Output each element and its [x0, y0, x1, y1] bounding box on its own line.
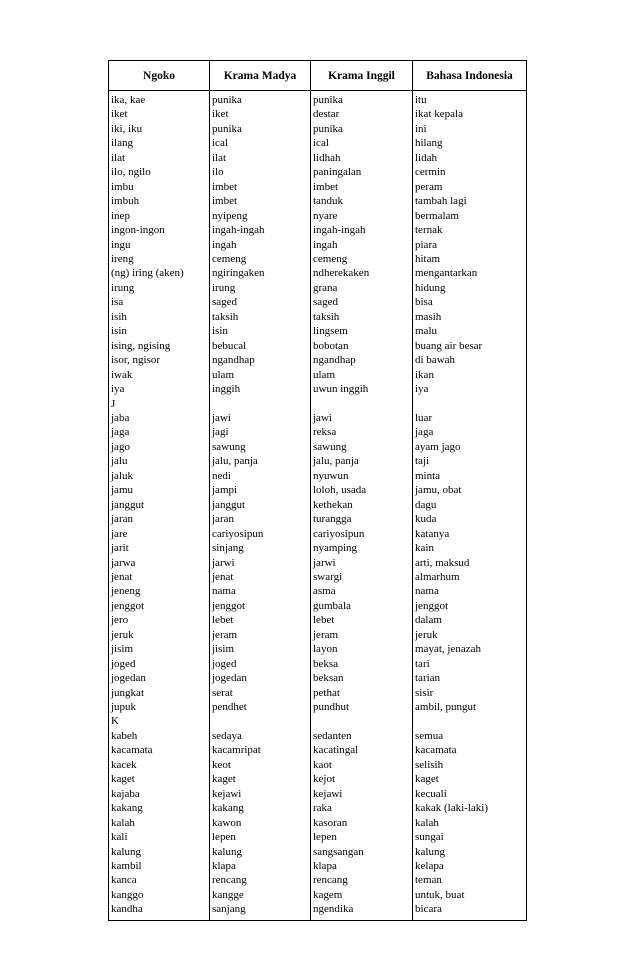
krama-madya-cell: jogedan — [210, 671, 311, 685]
krama-madya-cell: saged — [210, 295, 311, 309]
krama-madya-cell: jawi — [210, 411, 311, 425]
table-row — [109, 454, 527, 468]
bahasa-indonesia-cell: kuda — [413, 512, 527, 526]
ngoko-cell: ilo, ngilo — [109, 165, 210, 179]
ngoko-cell: kabeh — [109, 729, 210, 743]
krama-inggil-cell: reksa — [311, 425, 413, 439]
krama-madya-cell: jeram — [210, 628, 311, 642]
table-row — [109, 541, 527, 555]
ngoko-cell: jamu — [109, 483, 210, 497]
krama-inggil-cell: beksa — [311, 657, 413, 671]
bahasa-indonesia-cell: di bawah — [413, 353, 527, 367]
bahasa-indonesia-cell: kaget — [413, 772, 527, 786]
krama-inggil-cell: kasoran — [311, 816, 413, 830]
krama-inggil-cell — [311, 714, 413, 728]
krama-inggil-cell: lebet — [311, 613, 413, 627]
bahasa-indonesia-cell: ternak — [413, 223, 527, 237]
ngoko-cell: jenggot — [109, 599, 210, 613]
krama-madya-cell: iket — [210, 107, 311, 121]
ngoko-cell: jisim — [109, 642, 210, 656]
table-row — [109, 498, 527, 512]
ngoko-cell: jaba — [109, 411, 210, 425]
table-row — [109, 772, 527, 786]
ngoko-cell: jago — [109, 440, 210, 454]
krama-madya-cell: irung — [210, 281, 311, 295]
ngoko-cell: ingon-ingon — [109, 223, 210, 237]
krama-inggil-cell: lidhah — [311, 151, 413, 165]
krama-inggil-cell: sedanten — [311, 729, 413, 743]
krama-inggil-cell: cemeng — [311, 252, 413, 266]
bahasa-indonesia-cell: selisih — [413, 758, 527, 772]
bahasa-indonesia-cell: malu — [413, 324, 527, 338]
krama-inggil-cell: bobotan — [311, 339, 413, 353]
bahasa-indonesia-cell: ini — [413, 122, 527, 136]
ngoko-cell: jungkat — [109, 686, 210, 700]
krama-inggil-cell: jawi — [311, 411, 413, 425]
krama-inggil-cell: layon — [311, 642, 413, 656]
krama-inggil-cell: punika — [311, 91, 413, 108]
ngoko-cell: isin — [109, 324, 210, 338]
table-row — [109, 209, 527, 223]
ngoko-cell: kanggo — [109, 888, 210, 902]
krama-madya-cell: pendhet — [210, 700, 311, 714]
table-row — [109, 873, 527, 887]
table-header-row — [109, 61, 527, 91]
krama-madya-cell: ingah — [210, 238, 311, 252]
krama-inggil-cell: grana — [311, 281, 413, 295]
krama-madya-cell: ilat — [210, 151, 311, 165]
krama-inggil-cell: ngandhap — [311, 353, 413, 367]
ngoko-cell: jaran — [109, 512, 210, 526]
bahasa-indonesia-cell: lidah — [413, 151, 527, 165]
krama-madya-cell: nyipeng — [210, 209, 311, 223]
krama-madya-cell: kangge — [210, 888, 311, 902]
ngoko-cell: jupuk — [109, 700, 210, 714]
bahasa-indonesia-cell: sungai — [413, 830, 527, 844]
ngoko-cell: kali — [109, 830, 210, 844]
ngoko-cell: jogedan — [109, 671, 210, 685]
bahasa-indonesia-cell: ikan — [413, 368, 527, 382]
krama-madya-cell: serat — [210, 686, 311, 700]
krama-inggil-cell: cariyosipun — [311, 527, 413, 541]
table-row — [109, 888, 527, 902]
krama-inggil-cell: nyare — [311, 209, 413, 223]
table-row — [109, 194, 527, 208]
krama-inggil-cell: kaot — [311, 758, 413, 772]
table-row — [109, 758, 527, 772]
krama-inggil-cell: ndherekaken — [311, 266, 413, 280]
table-row — [109, 686, 527, 700]
krama-madya-cell: jarwi — [210, 556, 311, 570]
table-row — [109, 556, 527, 570]
bahasa-indonesia-cell: dalam — [413, 613, 527, 627]
table-row — [109, 743, 527, 757]
bahasa-indonesia-cell: nama — [413, 584, 527, 598]
bahasa-indonesia-cell: kacamata — [413, 743, 527, 757]
krama-inggil-cell: nyamping — [311, 541, 413, 555]
krama-madya-cell: kakang — [210, 801, 311, 815]
bahasa-indonesia-cell: luar — [413, 411, 527, 425]
bahasa-indonesia-cell: jeruk — [413, 628, 527, 642]
krama-madya-cell: sinjang — [210, 541, 311, 555]
bahasa-indonesia-cell: teman — [413, 873, 527, 887]
bahasa-indonesia-cell: tari — [413, 657, 527, 671]
bahasa-indonesia-cell: peram — [413, 180, 527, 194]
ngoko-cell: kalah — [109, 816, 210, 830]
bahasa-indonesia-cell: hilang — [413, 136, 527, 150]
ngoko-cell: ilat — [109, 151, 210, 165]
ngoko-cell: ilang — [109, 136, 210, 150]
krama-inggil-cell: nyuwun — [311, 469, 413, 483]
table-row — [109, 584, 527, 598]
bahasa-indonesia-cell: dagu — [413, 498, 527, 512]
table-row — [109, 411, 527, 425]
krama-inggil-cell: jalu, panja — [311, 454, 413, 468]
krama-inggil-cell: imbet — [311, 180, 413, 194]
krama-madya-cell: ingah-ingah — [210, 223, 311, 237]
krama-madya-cell: punika — [210, 122, 311, 136]
ngoko-cell: inep — [109, 209, 210, 223]
bahasa-indonesia-cell: jamu, obat — [413, 483, 527, 497]
krama-madya-cell: sanjang — [210, 902, 311, 920]
ngoko-cell: ika, kae — [109, 91, 210, 108]
krama-madya-cell: joged — [210, 657, 311, 671]
bahasa-indonesia-cell: bermalam — [413, 209, 527, 223]
ngoko-cell: kalung — [109, 845, 210, 859]
bahasa-indonesia-cell: cermin — [413, 165, 527, 179]
bahasa-indonesia-cell: kelapa — [413, 859, 527, 873]
krama-inggil-cell: ngendika — [311, 902, 413, 920]
bahasa-indonesia-cell: piara — [413, 238, 527, 252]
krama-inggil-cell: jarwi — [311, 556, 413, 570]
krama-inggil-cell: sawung — [311, 440, 413, 454]
bahasa-indonesia-cell: itu — [413, 91, 527, 108]
krama-inggil-cell: ingah-ingah — [311, 223, 413, 237]
krama-inggil-cell: sangsangan — [311, 845, 413, 859]
table-row — [109, 845, 527, 859]
krama-madya-cell: kawon — [210, 816, 311, 830]
krama-madya-cell: nedi — [210, 469, 311, 483]
ngoko-cell: janggut — [109, 498, 210, 512]
bahasa-indonesia-cell: hitam — [413, 252, 527, 266]
krama-madya-cell: kacamripat — [210, 743, 311, 757]
ngoko-cell: K — [109, 714, 210, 728]
bahasa-indonesia-cell: kain — [413, 541, 527, 555]
krama-madya-cell: sedaya — [210, 729, 311, 743]
krama-madya-cell: kaget — [210, 772, 311, 786]
krama-inggil-cell: pethat — [311, 686, 413, 700]
ngoko-cell: joged — [109, 657, 210, 671]
table-row — [109, 469, 527, 483]
bahasa-indonesia-cell: kakak (laki-laki) — [413, 801, 527, 815]
ngoko-cell: jaga — [109, 425, 210, 439]
table-row — [109, 324, 527, 338]
ngoko-cell: iwak — [109, 368, 210, 382]
krama-madya-cell: kejawi — [210, 787, 311, 801]
bahasa-indonesia-cell: katanya — [413, 527, 527, 541]
table-row — [109, 830, 527, 844]
table-row — [109, 368, 527, 382]
bahasa-indonesia-cell: mengantarkan — [413, 266, 527, 280]
krama-madya-cell: jenat — [210, 570, 311, 584]
table-row — [109, 107, 527, 121]
krama-madya-cell: nama — [210, 584, 311, 598]
bahasa-indonesia-cell: ayam jago — [413, 440, 527, 454]
table-row — [109, 353, 527, 367]
krama-madya-cell: ngiringaken — [210, 266, 311, 280]
bahasa-indonesia-cell — [413, 714, 527, 728]
ngoko-cell: isor, ngisor — [109, 353, 210, 367]
bahasa-indonesia-cell: untuk, buat — [413, 888, 527, 902]
krama-madya-cell: jagi — [210, 425, 311, 439]
ngoko-cell: jalu — [109, 454, 210, 468]
krama-madya-cell: ulam — [210, 368, 311, 382]
ngoko-cell: iket — [109, 107, 210, 121]
ngoko-cell: isih — [109, 310, 210, 324]
krama-inggil-cell: tanduk — [311, 194, 413, 208]
krama-madya-cell: ilo — [210, 165, 311, 179]
table-row — [109, 801, 527, 815]
table-row — [109, 570, 527, 584]
bahasa-indonesia-cell: bicara — [413, 902, 527, 920]
table-row — [109, 613, 527, 627]
krama-inggil-cell: gumbala — [311, 599, 413, 613]
krama-inggil-cell: asma — [311, 584, 413, 598]
krama-inggil-cell: saged — [311, 295, 413, 309]
table-row — [109, 136, 527, 150]
bahasa-indonesia-cell: hidung — [413, 281, 527, 295]
krama-inggil-cell: uwun inggih — [311, 382, 413, 396]
ngoko-cell: (ng) iring (aken) — [109, 266, 210, 280]
bahasa-indonesia-cell: mayat, jenazah — [413, 642, 527, 656]
krama-inggil-cell: kejawi — [311, 787, 413, 801]
table-row — [109, 310, 527, 324]
krama-inggil-cell: pundhut — [311, 700, 413, 714]
table-row — [109, 91, 527, 108]
bahasa-indonesia-cell: tarian — [413, 671, 527, 685]
table-row — [109, 252, 527, 266]
table-row — [109, 440, 527, 454]
bahasa-indonesia-cell: minta — [413, 469, 527, 483]
krama-inggil-cell: klapa — [311, 859, 413, 873]
ngoko-cell: ising, ngising — [109, 339, 210, 353]
table-row — [109, 295, 527, 309]
krama-inggil-cell: kethekan — [311, 498, 413, 512]
bahasa-indonesia-cell: buang air besar — [413, 339, 527, 353]
krama-inggil-cell: punika — [311, 122, 413, 136]
krama-inggil-cell: turangga — [311, 512, 413, 526]
krama-madya-cell: jenggot — [210, 599, 311, 613]
ngoko-cell: J — [109, 397, 210, 411]
krama-inggil-cell: lingsem — [311, 324, 413, 338]
header-bahasa-indonesia: Bahasa Indonesia — [413, 61, 527, 91]
krama-inggil-cell: ical — [311, 136, 413, 150]
bahasa-indonesia-cell: jaga — [413, 425, 527, 439]
ngoko-cell: kajaba — [109, 787, 210, 801]
table-row — [109, 902, 527, 920]
table-body — [109, 91, 527, 921]
header-krama-madya: Krama Madya — [210, 61, 311, 91]
ngoko-cell: jare — [109, 527, 210, 541]
bahasa-indonesia-cell: iya — [413, 382, 527, 396]
header-krama-inggil: Krama Inggil — [311, 61, 413, 91]
table-row — [109, 397, 527, 411]
ngoko-cell: kaget — [109, 772, 210, 786]
table-row — [109, 787, 527, 801]
krama-madya-cell: janggut — [210, 498, 311, 512]
bahasa-indonesia-cell: arti, maksud — [413, 556, 527, 570]
krama-inggil-cell: lepen — [311, 830, 413, 844]
ngoko-cell: isa — [109, 295, 210, 309]
bahasa-indonesia-cell: ambil, pungut — [413, 700, 527, 714]
vocabulary-table — [108, 60, 527, 921]
table-row — [109, 512, 527, 526]
bahasa-indonesia-cell: masih — [413, 310, 527, 324]
bahasa-indonesia-cell: bisa — [413, 295, 527, 309]
krama-madya-cell: jisim — [210, 642, 311, 656]
ngoko-cell: kacamata — [109, 743, 210, 757]
ngoko-cell: kacek — [109, 758, 210, 772]
krama-inggil-cell: raka — [311, 801, 413, 815]
ngoko-cell: jeneng — [109, 584, 210, 598]
table-row — [109, 527, 527, 541]
ngoko-cell: imbuh — [109, 194, 210, 208]
krama-madya-cell: jampi — [210, 483, 311, 497]
krama-inggil-cell: jeram — [311, 628, 413, 642]
table-row — [109, 382, 527, 396]
table-row — [109, 642, 527, 656]
krama-madya-cell: imbet — [210, 194, 311, 208]
krama-madya-cell: klapa — [210, 859, 311, 873]
krama-madya-cell: rencang — [210, 873, 311, 887]
krama-madya-cell: kalung — [210, 845, 311, 859]
krama-madya-cell: ical — [210, 136, 311, 150]
krama-madya-cell: lepen — [210, 830, 311, 844]
table-row — [109, 339, 527, 353]
ngoko-cell: kanca — [109, 873, 210, 887]
ngoko-cell: kandha — [109, 902, 210, 920]
table-row — [109, 151, 527, 165]
krama-madya-cell: imbet — [210, 180, 311, 194]
bahasa-indonesia-cell: sisir — [413, 686, 527, 700]
table-row — [109, 281, 527, 295]
table-row — [109, 628, 527, 642]
ngoko-cell: iki, iku — [109, 122, 210, 136]
krama-madya-cell: punika — [210, 91, 311, 108]
table-row — [109, 238, 527, 252]
table-row — [109, 266, 527, 280]
krama-inggil-cell — [311, 397, 413, 411]
krama-inggil-cell: kacatingal — [311, 743, 413, 757]
bahasa-indonesia-cell: jenggot — [413, 599, 527, 613]
krama-inggil-cell: ingah — [311, 238, 413, 252]
ngoko-cell: ingu — [109, 238, 210, 252]
bahasa-indonesia-cell: kalah — [413, 816, 527, 830]
krama-madya-cell: lebet — [210, 613, 311, 627]
bahasa-indonesia-cell: kalung — [413, 845, 527, 859]
ngoko-cell: ireng — [109, 252, 210, 266]
krama-inggil-cell: loloh, usada — [311, 483, 413, 497]
bahasa-indonesia-cell — [413, 397, 527, 411]
krama-inggil-cell: kejot — [311, 772, 413, 786]
bahasa-indonesia-cell: tambah lagi — [413, 194, 527, 208]
krama-madya-cell — [210, 397, 311, 411]
table-row — [109, 180, 527, 194]
krama-madya-cell: cemeng — [210, 252, 311, 266]
krama-inggil-cell: paningalan — [311, 165, 413, 179]
header-ngoko: Ngoko — [109, 61, 210, 91]
table-row — [109, 657, 527, 671]
ngoko-cell: jenat — [109, 570, 210, 584]
table-row — [109, 859, 527, 873]
ngoko-cell: jarit — [109, 541, 210, 555]
krama-madya-cell: jaran — [210, 512, 311, 526]
table-row — [109, 165, 527, 179]
krama-inggil-cell: ulam — [311, 368, 413, 382]
krama-inggil-cell: destar — [311, 107, 413, 121]
table-row — [109, 729, 527, 743]
ngoko-cell: iya — [109, 382, 210, 396]
ngoko-cell: kambil — [109, 859, 210, 873]
ngoko-cell: imbu — [109, 180, 210, 194]
table-row — [109, 122, 527, 136]
krama-madya-cell: ngandhap — [210, 353, 311, 367]
krama-madya-cell: isin — [210, 324, 311, 338]
ngoko-cell: jarwa — [109, 556, 210, 570]
bahasa-indonesia-cell: kecuali — [413, 787, 527, 801]
krama-madya-cell: jalu, panja — [210, 454, 311, 468]
bahasa-indonesia-cell: taji — [413, 454, 527, 468]
ngoko-cell: jero — [109, 613, 210, 627]
bahasa-indonesia-cell: almarhum — [413, 570, 527, 584]
krama-madya-cell: cariyosipun — [210, 527, 311, 541]
krama-madya-cell: taksih — [210, 310, 311, 324]
krama-madya-cell: inggih — [210, 382, 311, 396]
ngoko-cell: jeruk — [109, 628, 210, 642]
table-row — [109, 700, 527, 714]
krama-inggil-cell: swargi — [311, 570, 413, 584]
krama-inggil-cell: taksih — [311, 310, 413, 324]
krama-madya-cell: bebucal — [210, 339, 311, 353]
krama-inggil-cell: beksan — [311, 671, 413, 685]
krama-inggil-cell: rencang — [311, 873, 413, 887]
bahasa-indonesia-cell: ikat kepala — [413, 107, 527, 121]
table-row — [109, 483, 527, 497]
table-row — [109, 816, 527, 830]
table-row — [109, 671, 527, 685]
krama-madya-cell: sawung — [210, 440, 311, 454]
table-row — [109, 425, 527, 439]
krama-inggil-cell: kagem — [311, 888, 413, 902]
table-row — [109, 599, 527, 613]
krama-madya-cell: keot — [210, 758, 311, 772]
ngoko-cell: kakang — [109, 801, 210, 815]
table-row — [109, 223, 527, 237]
bahasa-indonesia-cell: semua — [413, 729, 527, 743]
krama-madya-cell — [210, 714, 311, 728]
ngoko-cell: irung — [109, 281, 210, 295]
ngoko-cell: jaluk — [109, 469, 210, 483]
table-row — [109, 714, 527, 728]
